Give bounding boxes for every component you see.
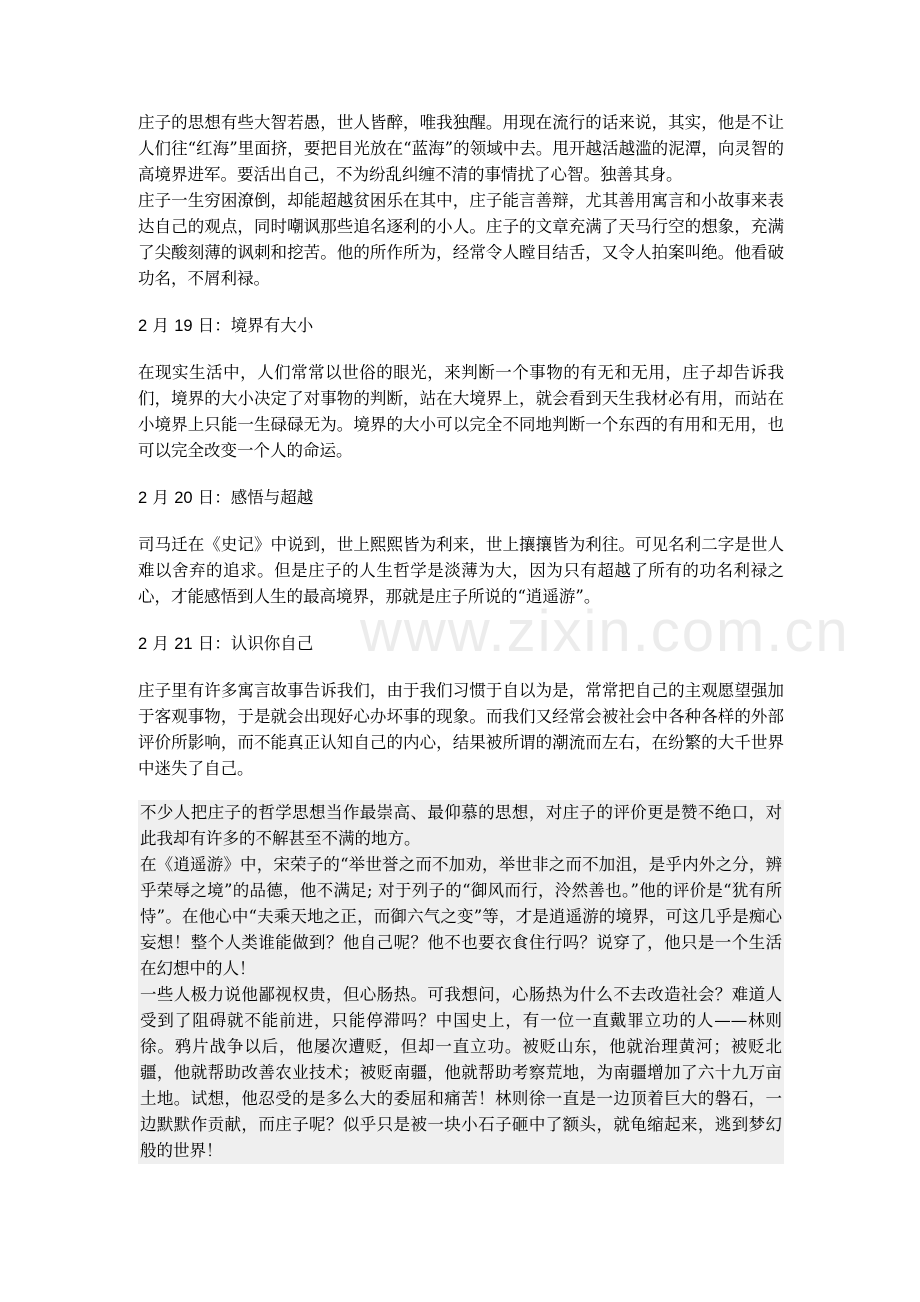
commentary-paragraph-2: 在《逍遥游》中，宋荣子的“举世誉之而不加劝，举世非之而不加沮，是乎内外之分，辨乎荣辱之境”的品德，他不满足; 对于列子的“御风而行，泠然善也。”他的评价是“犹有所恃”。在他心中“夫乘天地之正，而御六气之变”等，才是逍遥游的境界，可这几乎是痴心妄想！整个人类谁能做到？他自己呢？他不也要衣食住行吗？说穿了，他只是一个生活在幻想中的人！ bbox=[140, 855, 782, 978]
heading-day-unit: 日： bbox=[197, 488, 231, 507]
heading-month: 2 bbox=[138, 489, 148, 507]
section-body-feb-20: 司马迁在《史记》中说到，世上熙熙皆为利来，世上攘攘皆为利往。可见名利二字是世人难以舍弃的追求。但是庄子的人生哲学是淡薄为大，因为只有超越了所有的功名利禄之心，才能感悟到人生的最高境界，那就是庄子所说的“逍遥游”。 bbox=[138, 535, 784, 606]
section-heading-feb-19 bbox=[138, 313, 784, 339]
heading-day: 21 bbox=[174, 635, 193, 653]
heading-day: 19 bbox=[174, 317, 193, 335]
heading-day-unit: 日： bbox=[197, 634, 231, 653]
intro-paragraph-2: 庄子一生穷困潦倒，却能超越贫困乐在其中，庄子能言善辩，尤其善用寓言和小故事来表达自己的观点，同时嘲讽那些追名逐利的小人。庄子的文章充满了天马行空的想象，充满了尖酸刻薄的讽刺和挖苦。他的所作所为，经常令人瞠目结舌，又令人拍案叫绝。他看破功名，不屑利禄。 bbox=[138, 191, 784, 288]
watermark: www.zixin.com.cn bbox=[360, 599, 850, 664]
commentary-paragraph-3: 一些人极力说他鄙视权贵，但心肠热。可我想问，心肠热为什么不去改造社会？难道人受到了阻碍就不能前进，只能停滞吗？中国史上，有一位一直戴罪立功的人——林则徐。鸦片战争以后，他屡次遭贬，但却一直立功。被贬山东，他就治理黄河；被贬北疆，他就帮助改善农业技术；被贬南疆，他就帮助考察荒地，为南疆增加了六十九万亩土地。试想，他忍受的是多么大的委屈和痛苦！林则徐一直是一边顶着巨大的磐石，一边默默作贡献，而庄子呢？似乎只是被一块小石子砸中了额头，就龟缩起来，逃到梦幻般的世界！ bbox=[140, 985, 782, 1160]
document-page bbox=[138, 110, 784, 1164]
section-heading-feb-21 bbox=[138, 631, 784, 657]
heading-month-unit: 月 bbox=[152, 634, 169, 653]
heading-day: 20 bbox=[174, 489, 193, 507]
heading-title: 感悟与超越 bbox=[230, 488, 314, 507]
heading-month: 2 bbox=[138, 317, 148, 335]
section-body-feb-19: 在现实生活中，人们常常以世俗的眼光，来判断一个事物的有无和无用，庄子却告诉我们，境界的大小决定了对事物的判断，站在大境界上，就会看到天生我材必有用，而站在小境界上只能一生碌碌无为。境界的大小可以完全不同地判断一个东西的有用和无用，也可以完全改变一个人的命运。 bbox=[138, 363, 784, 460]
commentary-paragraph-1: 不少人把庄子的哲学思想当作最崇高、最仰慕的思想，对庄子的评价更是赞不绝口，对此我却有许多的不解甚至不满的地方。 bbox=[140, 803, 782, 848]
heading-title: 境界有大小 bbox=[230, 316, 314, 335]
heading-day-unit: 日： bbox=[197, 316, 231, 335]
section-heading-feb-20 bbox=[138, 485, 784, 511]
heading-month-unit: 月 bbox=[152, 316, 169, 335]
heading-month: 2 bbox=[138, 635, 148, 653]
heading-month-unit: 月 bbox=[152, 488, 169, 507]
section-body-feb-21: 庄子里有许多寓言故事告诉我们，由于我们习惯于自以为是，常常把自己的主观愿望强加于客观事物，于是就会出现好心办坏事的现象。而我们又经常会被社会中各种各样的外部评价所影响，而不能真正认知自己的内心，结果被所谓的潮流而左右，在纷繁的大千世界中迷失了自己。 bbox=[138, 681, 784, 778]
heading-title: 认识你自己 bbox=[230, 634, 314, 653]
commentary-block bbox=[138, 800, 784, 1164]
intro-paragraph-1: 庄子的思想有些大智若愚，世人皆醉，唯我独醒。用现在流行的话来说，其实，他是不让人们往“红海”里面挤，要把目光放在“蓝海”的领域中去。甩开越活越滥的泥潭，向灵智的高境界进军。要活出自己，不为纷乱纠缠不清的事情扰了心智。独善其身。 bbox=[138, 113, 784, 184]
